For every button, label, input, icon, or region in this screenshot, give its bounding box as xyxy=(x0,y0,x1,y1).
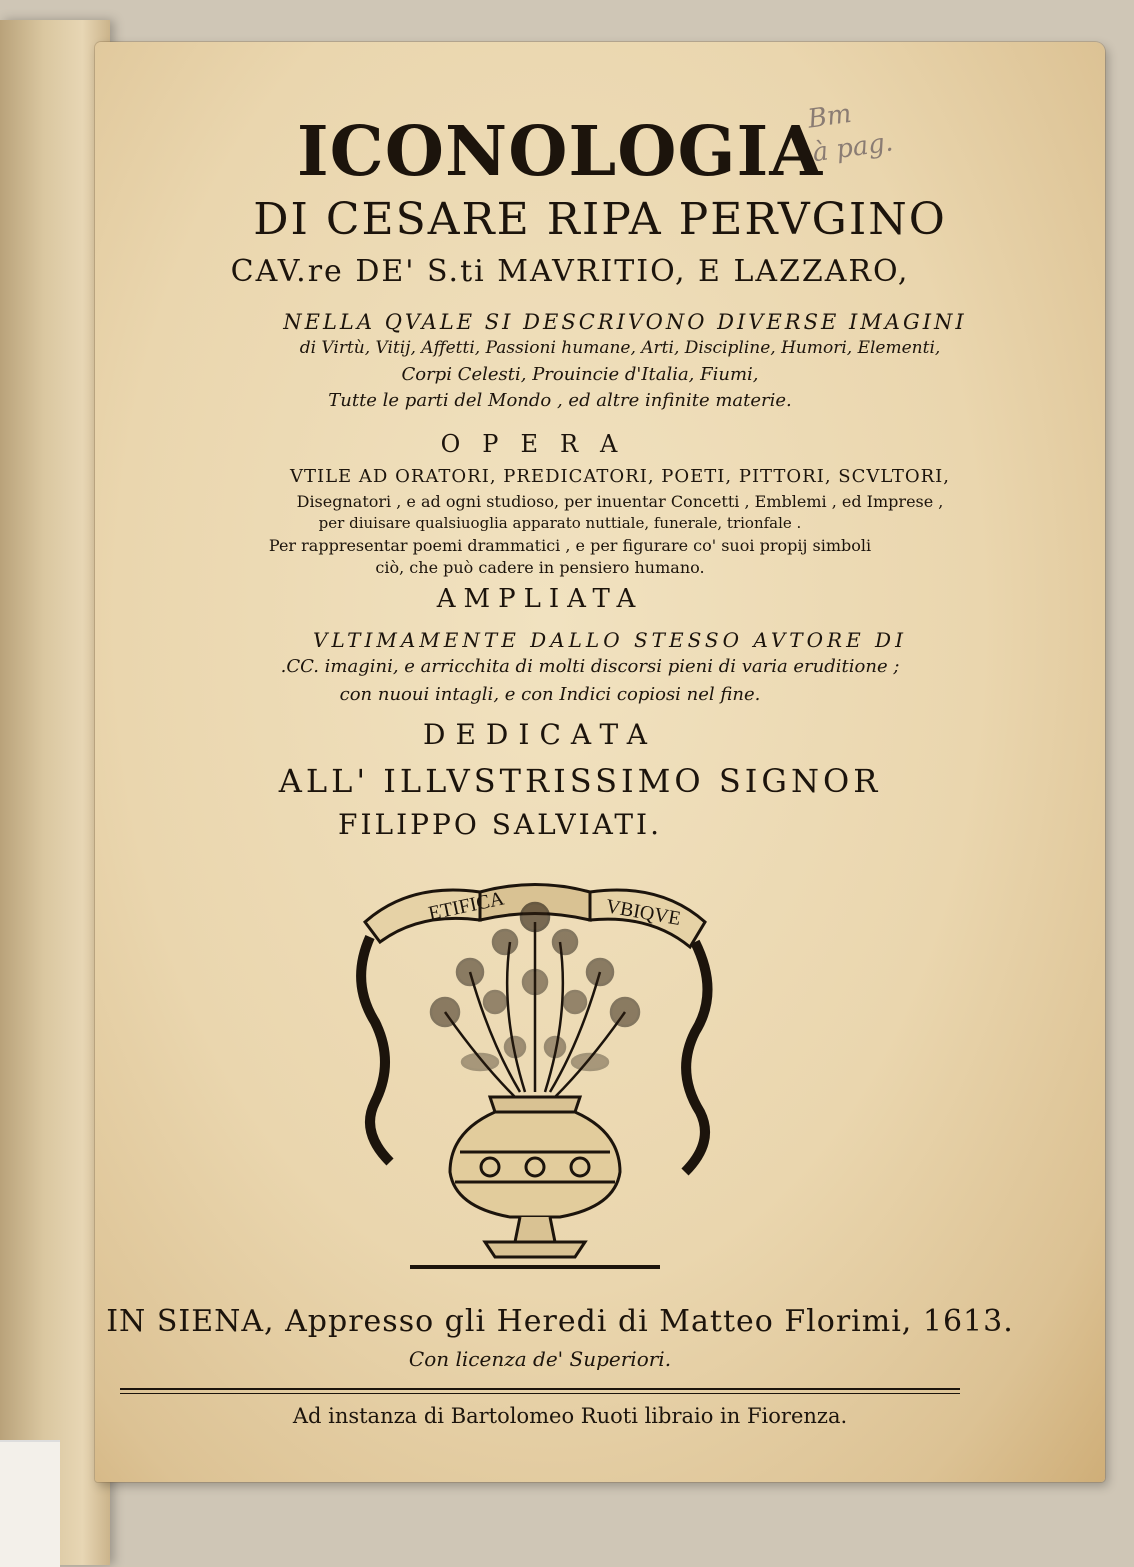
shelf-label xyxy=(0,1440,60,1567)
description-line: Corpi Celesti, Prouincie d'Italia, Fiumi, xyxy=(401,364,759,385)
title-page xyxy=(95,42,1105,1482)
rule-bottom xyxy=(120,1393,960,1394)
imprint-line: IN SIENA, Appresso gli Heredi di Matteo Florimi, 1613. xyxy=(106,1304,1014,1339)
ampliata-line: con nuoui intagli, e con Indici copiosi nel fine. xyxy=(339,684,761,705)
ampliata-line: VLTIMAMENTE DALLO STESSO AVTORE DI xyxy=(313,628,907,652)
opera-heading: OPERA xyxy=(440,430,640,458)
description-line: NELLA QVALE SI DESCRIVONO DIVERSE IMAGINI xyxy=(283,310,967,334)
opera-line: VTILE AD ORATORI, PREDICATORI, POETI, PITTORI, SCVLTORI, xyxy=(289,466,950,487)
dedicata-heading: DEDICATA xyxy=(423,718,657,751)
book-title: ICONOLOGIA xyxy=(296,112,824,192)
handwritten-note-line: à pag. xyxy=(810,127,895,169)
dedicatee-line: ALL' ILLVSTRISSIMO SIGNOR xyxy=(278,762,882,800)
author-line: DI CESARE RIPA PERVGINO xyxy=(253,194,947,245)
ampliata-heading: AMPLIATA xyxy=(436,584,644,614)
rule-top xyxy=(120,1388,960,1390)
opera-line: per diuisare qualsiuoglia apparato nuttiale, funerale, trionfale . xyxy=(318,514,802,532)
emblem-motto-right: VBIQVE xyxy=(604,895,683,931)
flower-bouquet xyxy=(431,903,639,1097)
opera-line: Disegnatori , e ad ogni studioso, per inuentar Concetti , Emblemi , ed Imprese , xyxy=(296,492,944,511)
description-line: di Virtù, Vitij, Affetti, Passioni humane, Arti, Discipline, Humori, Elementi, xyxy=(299,338,941,358)
licenza-line: Con licenza de' Superiori. xyxy=(408,1347,672,1371)
vase xyxy=(410,1097,660,1267)
footer-line: Ad instanza di Bartolomeo Ruoti libraio in Fiorenza. xyxy=(292,1404,848,1428)
description-line: Tutte le parti del Mondo , ed altre infinite materie. xyxy=(328,390,792,411)
emblem-motto-left: ETIFICA xyxy=(426,887,507,925)
printers-device-emblem xyxy=(350,862,720,1282)
ribbon-left-tail xyxy=(361,937,390,1162)
dedicatee-name: FILIPPO SALVIATI. xyxy=(338,808,662,841)
opera-line: Per rappresentar poemi drammatici , e per figurare co' suoi propij simboli xyxy=(268,536,872,555)
honor-line: CAV.re DE' S.ti MAVRITIO, E LAZZARO, xyxy=(230,254,910,289)
ampliata-line: .CC. imagini, e arricchita di molti discorsi pieni di varia eruditione ; xyxy=(280,656,900,677)
handwritten-note-line: Bm xyxy=(805,98,854,135)
ribbon-right-tail xyxy=(685,942,708,1172)
opera-line: ciò, che può cadere in pensiero humano. xyxy=(375,558,705,577)
